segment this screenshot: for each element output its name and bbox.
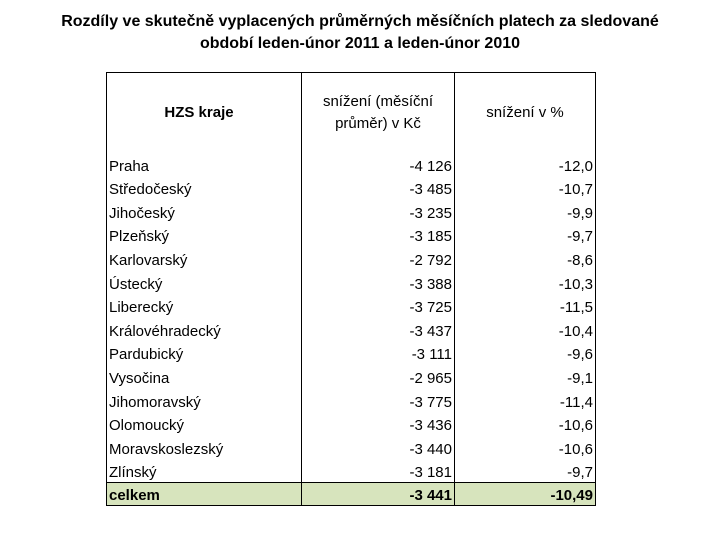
cell-decrease-pct: -9,7 — [455, 223, 596, 247]
cell-decrease-czk: -3 388 — [302, 270, 455, 294]
cell-decrease-pct: -11,5 — [455, 294, 596, 318]
table-body — [107, 152, 596, 506]
cell-decrease-pct: -9,6 — [455, 341, 596, 365]
cell-decrease-pct: -12,0 — [455, 152, 596, 176]
cell-region: Karlovarský — [107, 246, 302, 270]
table-row — [107, 364, 596, 388]
cell-region: Liberecký — [107, 294, 302, 318]
table-row — [107, 412, 596, 436]
table-row — [107, 294, 596, 318]
header-decrease-czk-line-1: snížení (měsíční — [322, 92, 434, 110]
cell-region: Středočeský — [107, 176, 302, 200]
table-row — [107, 317, 596, 341]
cell-region: Vysočina — [107, 364, 302, 388]
cell-decrease-czk: -4 126 — [302, 152, 455, 176]
table-row — [107, 435, 596, 459]
table-row — [107, 199, 596, 223]
cell-region: Zlínský — [107, 459, 302, 483]
title-line-2: období leden-únor 2011 a leden-únor 2010 — [199, 35, 521, 52]
title-line-1: Rozdíly ve skutečně vyplacených průměrných měsíčních platech za sledované — [61, 13, 659, 30]
page-title — [0, 11, 720, 55]
table-total-row — [107, 483, 596, 506]
cell-region: Pardubický — [107, 341, 302, 365]
cell-decrease-pct: -8,6 — [455, 246, 596, 270]
header-decrease-czk — [302, 73, 455, 153]
cell-decrease-czk: -3 181 — [302, 459, 455, 483]
header-decrease-pct: snížení v % — [455, 73, 596, 153]
cell-region: Plzeňský — [107, 223, 302, 247]
total-czk: -3 441 — [302, 483, 455, 506]
table-row — [107, 246, 596, 270]
cell-region: Jihočeský — [107, 199, 302, 223]
cell-decrease-pct: -10,6 — [455, 435, 596, 459]
cell-decrease-czk: -3 485 — [302, 176, 455, 200]
table-row — [107, 223, 596, 247]
cell-decrease-czk: -3 440 — [302, 435, 455, 459]
cell-region: Jihomoravský — [107, 388, 302, 412]
cell-decrease-czk: -3 185 — [302, 223, 455, 247]
cell-region: Olomoucký — [107, 412, 302, 436]
cell-region: Ústecký — [107, 270, 302, 294]
cell-decrease-pct: -11,4 — [455, 388, 596, 412]
table-row — [107, 388, 596, 412]
table-header-row — [107, 73, 596, 153]
cell-decrease-pct: -9,7 — [455, 459, 596, 483]
cell-decrease-czk: -2 792 — [302, 246, 455, 270]
cell-decrease-pct: -10,6 — [455, 412, 596, 436]
header-decrease-czk-line-2: průměr) v Kč — [335, 114, 421, 132]
cell-decrease-pct: -10,4 — [455, 317, 596, 341]
cell-decrease-czk: -3 725 — [302, 294, 455, 318]
cell-decrease-pct: -9,9 — [455, 199, 596, 223]
table-row — [107, 270, 596, 294]
header-region: HZS kraje — [107, 73, 302, 153]
cell-decrease-czk: -3 775 — [302, 388, 455, 412]
cell-region: Praha — [107, 152, 302, 176]
cell-decrease-czk: -3 235 — [302, 199, 455, 223]
total-region: celkem — [107, 483, 302, 506]
cell-decrease-pct: -9,1 — [455, 364, 596, 388]
cell-region: Moravskoslezský — [107, 435, 302, 459]
cell-decrease-czk: -3 436 — [302, 412, 455, 436]
table-row — [107, 341, 596, 365]
cell-decrease-czk: -3 111 — [302, 341, 455, 365]
cell-region: Královéhradecký — [107, 317, 302, 341]
table-row — [107, 459, 596, 483]
table-row — [107, 152, 596, 176]
cell-decrease-czk: -2 965 — [302, 364, 455, 388]
cell-decrease-pct: -10,3 — [455, 270, 596, 294]
cell-decrease-pct: -10,7 — [455, 176, 596, 200]
cell-decrease-czk: -3 437 — [302, 317, 455, 341]
salary-difference-table — [106, 72, 596, 506]
total-pct: -10,49 — [455, 483, 596, 506]
table-row — [107, 176, 596, 200]
